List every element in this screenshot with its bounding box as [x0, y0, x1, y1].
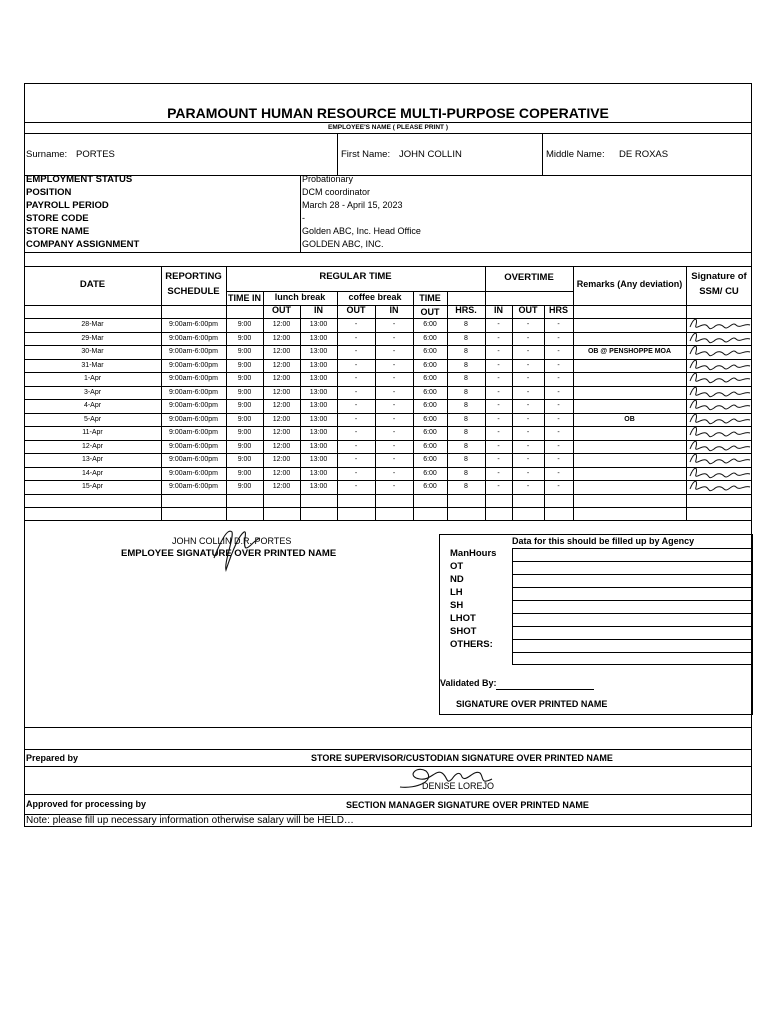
cell-date: 5-Apr	[83, 415, 102, 423]
agency-item: ND	[450, 574, 464, 585]
cell-hrs: 8	[464, 375, 468, 382]
cell-ot-in: -	[497, 321, 500, 328]
supervisor-name: DENISE LOREJO	[422, 781, 495, 791]
divider	[24, 766, 752, 767]
cell-ot-in: -	[497, 334, 500, 342]
info-label: EMPLOYMENT STATUS	[26, 174, 133, 185]
cell-ot-out: -	[526, 469, 530, 477]
cell-ot-hrs: -	[557, 402, 560, 409]
cell-hrs: 8	[464, 402, 468, 409]
info-value: Golden ABC, Inc. Head Office	[302, 226, 421, 236]
cell-date: 4-Apr	[83, 402, 102, 409]
cell-ot-in: -	[497, 429, 500, 436]
cell-lunch-in: 13:00	[309, 456, 328, 463]
col-header-signature: Signature of	[691, 271, 747, 282]
divider	[24, 520, 752, 521]
cell-hrs: 8	[464, 334, 468, 342]
cell-lunch-out: 12:00	[272, 442, 291, 450]
cell-date: 12-Apr	[81, 442, 103, 450]
divider	[512, 574, 753, 575]
cell-time-in: 9:00	[237, 469, 252, 477]
cell-lunch-in: 13:00	[309, 348, 328, 355]
divider	[24, 507, 752, 508]
cell-ot-hrs: -	[557, 321, 560, 328]
cell-schedule: 9:00am-6:00pm	[168, 375, 219, 382]
col-header-ot-in: IN	[494, 305, 503, 315]
cell-schedule: 9:00am-6:00pm	[168, 321, 219, 328]
divider	[24, 386, 752, 387]
cell-coffee-out: -	[354, 456, 358, 463]
agency-item: LHOT	[450, 613, 476, 624]
cell-lunch-in: 13:00	[309, 469, 328, 477]
cell-ot-out: -	[526, 415, 530, 423]
cell-lunch-in: 13:00	[309, 429, 328, 436]
cell-lunch-out: 12:00	[272, 321, 291, 328]
cell-coffee-in: -	[392, 469, 396, 477]
cell-ot-hrs: -	[557, 456, 560, 463]
cell-ot-out: -	[526, 348, 530, 355]
col-header-lunch-in: IN	[314, 305, 323, 315]
cell-time-in: 9:00	[237, 334, 252, 342]
cell-lunch-out: 12:00	[272, 375, 291, 382]
divider	[24, 467, 752, 468]
cell-coffee-out: -	[354, 375, 358, 382]
cell-hrs: 8	[464, 456, 468, 463]
col-header-schedule: SCHEDULE	[167, 286, 220, 297]
middle-name-value: DE ROXAS	[619, 149, 669, 160]
cell-hrs: 8	[464, 483, 468, 490]
cell-time-in: 9:00	[237, 321, 252, 328]
divider	[24, 372, 752, 373]
agency-signature-caption: SIGNATURE OVER PRINTED NAME	[456, 699, 608, 709]
cell-coffee-out: -	[354, 442, 358, 450]
cell-ot-hrs: -	[557, 442, 560, 450]
cell-schedule: 9:00am-6:00pm	[168, 469, 219, 477]
cell-coffee-out: -	[354, 321, 358, 328]
divider	[512, 613, 753, 614]
divider	[24, 426, 752, 427]
cell-schedule: 9:00am-6:00pm	[168, 402, 219, 409]
cell-schedule: 9:00am-6:00pm	[168, 334, 219, 342]
divider	[24, 399, 752, 400]
cell-time-out: 6:00	[423, 415, 437, 423]
cell-time-in: 9:00	[237, 442, 252, 450]
cell-ot-hrs: -	[557, 469, 560, 477]
divider	[24, 453, 752, 454]
cell-ot-in: -	[497, 483, 500, 490]
cell-schedule: 9:00am-6:00pm	[168, 483, 219, 490]
cell-time-out: 6:00	[423, 361, 437, 369]
cell-ot-out: -	[526, 321, 530, 328]
cell-lunch-in: 13:00	[309, 442, 328, 450]
divider	[24, 749, 752, 750]
cell-coffee-out: -	[354, 483, 358, 490]
cell-ot-in: -	[497, 442, 500, 450]
col-header-coffee-break: coffee break	[348, 292, 402, 302]
cell-date: 11-Apr	[82, 429, 103, 436]
cell-ot-in: -	[497, 415, 500, 423]
divider	[512, 626, 753, 627]
cell-lunch-out: 12:00	[272, 483, 291, 490]
col-header-reporting: REPORTING	[165, 271, 222, 282]
divider	[512, 600, 753, 601]
divider	[300, 175, 301, 252]
cell-ot-hrs: -	[557, 361, 560, 369]
cell-lunch-in: 13:00	[309, 388, 328, 396]
cell-remarks: OB	[624, 415, 635, 423]
divider	[24, 266, 752, 267]
cell-coffee-in: -	[392, 321, 396, 328]
surname-label: Surname:	[26, 149, 68, 160]
cell-lunch-in: 13:00	[309, 483, 328, 490]
cell-hrs: 8	[464, 415, 468, 423]
cell-time-out: 6:00	[423, 375, 437, 382]
middle-name-label: Middle Name:	[546, 149, 605, 160]
cell-time-in: 9:00	[237, 361, 252, 369]
cell-coffee-out: -	[354, 402, 358, 409]
cell-time-in: 9:00	[237, 456, 252, 463]
cell-ot-in: -	[497, 348, 500, 355]
divider	[24, 122, 752, 123]
divider	[24, 794, 752, 795]
divider	[24, 345, 752, 346]
cell-coffee-out: -	[354, 388, 358, 396]
divider	[512, 587, 753, 588]
divider	[24, 252, 752, 253]
cell-ot-hrs: -	[557, 429, 560, 436]
cell-hrs: 8	[464, 442, 468, 450]
cell-lunch-in: 13:00	[309, 402, 328, 409]
cell-lunch-out: 12:00	[272, 456, 291, 463]
cell-coffee-in: -	[392, 483, 396, 490]
cell-ot-hrs: -	[557, 415, 560, 423]
cell-date: 28-Mar	[81, 321, 104, 328]
cell-lunch-out: 12:00	[272, 402, 291, 409]
cell-hrs: 8	[464, 321, 468, 328]
divider	[573, 266, 574, 520]
cell-coffee-in: -	[392, 388, 396, 396]
cell-ot-hrs: -	[557, 334, 560, 342]
supervisor-caption: STORE SUPERVISOR/CUSTODIAN SIGNATURE OVER PRINTED NAME	[311, 753, 613, 763]
cell-coffee-out: -	[354, 415, 358, 423]
info-label: POSITION	[26, 187, 72, 198]
first-name-value: JOHN COLLIN	[399, 149, 462, 160]
cell-lunch-out: 12:00	[272, 361, 291, 369]
cell-schedule: 9:00am-6:00pm	[168, 456, 219, 463]
first-name-label: First Name:	[341, 149, 391, 160]
cell-coffee-out: -	[354, 361, 358, 369]
cell-lunch-in: 13:00	[309, 334, 328, 342]
cell-time-in: 9:00	[237, 348, 252, 355]
cell-lunch-out: 12:00	[272, 415, 291, 423]
cell-schedule: 9:00am-6:00pm	[168, 388, 219, 396]
info-value: Probationary	[302, 174, 354, 184]
cell-ot-out: -	[526, 483, 530, 490]
cell-ot-hrs: -	[557, 375, 560, 382]
cell-time-out: 6:00	[423, 429, 437, 436]
agency-item: OTHERS:	[450, 639, 493, 650]
col-header-date: DATE	[79, 279, 106, 290]
cell-lunch-in: 13:00	[309, 321, 328, 328]
divider	[512, 561, 753, 562]
col-header-time-out: OUT	[420, 307, 440, 317]
validated-by-line	[496, 689, 594, 690]
divider	[24, 133, 752, 134]
cell-hrs: 8	[464, 388, 468, 396]
cell-lunch-out: 12:00	[272, 334, 291, 342]
cell-ot-in: -	[497, 469, 500, 477]
divider	[512, 639, 753, 640]
cell-ot-out: -	[526, 456, 530, 463]
cell-time-in: 9:00	[237, 483, 252, 490]
divider	[24, 727, 752, 728]
cell-schedule: 9:00am-6:00pm	[168, 361, 219, 369]
col-header-coffee-in: IN	[389, 305, 399, 315]
cell-date: 14-Apr	[81, 469, 103, 477]
form-title: PARAMOUNT HUMAN RESOURCE MULTI-PURPOSE COPERATIVE	[167, 105, 609, 121]
agency-item: SHOT	[450, 626, 477, 637]
col-header-time-in: TIME IN	[228, 293, 261, 303]
cell-lunch-in: 13:00	[309, 415, 328, 423]
divider	[542, 133, 543, 175]
divider	[512, 652, 753, 653]
cell-coffee-out: -	[354, 348, 358, 355]
agency-item: ManHours	[450, 548, 497, 559]
timesheet-form	[24, 83, 752, 827]
cell-coffee-in: -	[392, 429, 396, 436]
agency-fields-grid	[512, 548, 753, 665]
cell-ot-out: -	[526, 334, 530, 342]
cell-ot-out: -	[526, 375, 530, 382]
col-header-lunch-out: OUT	[272, 305, 291, 315]
cell-date: 1-Apr	[83, 375, 102, 382]
cell-time-out: 6:00	[423, 402, 437, 409]
cell-ot-out: -	[526, 429, 530, 436]
cell-lunch-out: 12:00	[272, 429, 291, 436]
col-header-time: TIME	[419, 293, 441, 303]
cell-lunch-out: 12:00	[272, 348, 291, 355]
col-header-ot-hrs: HRS	[548, 305, 568, 315]
divider	[24, 413, 752, 414]
divider	[24, 332, 752, 333]
cell-coffee-in: -	[392, 361, 396, 369]
info-value: -	[302, 213, 305, 223]
col-header-regular-time: REGULAR TIME	[319, 271, 392, 282]
info-value: GOLDEN ABC, INC.	[302, 239, 384, 249]
cell-ot-hrs: -	[557, 483, 560, 490]
cell-ot-in: -	[497, 388, 500, 396]
cell-time-out: 6:00	[423, 334, 437, 342]
cell-time-out: 6:00	[423, 388, 437, 396]
cell-time-in: 9:00	[237, 375, 252, 382]
manager-caption: SECTION MANAGER SIGNATURE OVER PRINTED NAME	[346, 800, 589, 810]
cell-ot-out: -	[526, 361, 530, 369]
cell-time-out: 6:00	[423, 442, 437, 450]
cell-time-in: 9:00	[237, 415, 252, 423]
cell-lunch-in: 13:00	[309, 375, 328, 382]
cell-ot-hrs: -	[557, 388, 560, 396]
cell-ot-out: -	[526, 388, 530, 396]
cell-lunch-out: 12:00	[272, 388, 291, 396]
cell-ot-in: -	[497, 402, 500, 409]
employee-signature	[204, 518, 264, 578]
cell-coffee-in: -	[392, 375, 396, 382]
cell-time-in: 9:00	[237, 388, 252, 396]
agency-title: Data for this should be filled up by Agency	[512, 536, 695, 546]
cell-ot-hrs: -	[557, 348, 560, 355]
divider	[24, 440, 752, 441]
info-label: COMPANY ASSIGNMENT	[26, 239, 140, 250]
cell-ot-out: -	[526, 402, 530, 409]
info-label: STORE CODE	[26, 213, 89, 224]
col-header-ot-out: OUT	[518, 305, 538, 315]
initials-signature	[684, 475, 754, 497]
divider	[337, 133, 338, 175]
surname-value: PORTES	[76, 149, 115, 160]
cell-time-in: 9:00	[237, 402, 252, 409]
col-header-overtime: OVERTIME	[504, 272, 554, 283]
validated-by-label: Validated By:	[440, 678, 497, 688]
cell-time-out: 6:00	[423, 321, 437, 328]
employee-printed-name: JOHN COLLIN D.R. PORTES	[172, 536, 292, 546]
cell-date: 3-Apr	[83, 388, 102, 396]
divider	[24, 175, 752, 176]
cell-date: 30-Mar	[81, 348, 104, 355]
divider	[24, 318, 752, 319]
cell-schedule: 9:00am-6:00pm	[168, 348, 219, 355]
cell-coffee-out: -	[354, 469, 358, 477]
form-frame	[24, 83, 752, 827]
cell-time-out: 6:00	[423, 469, 437, 477]
prepared-by-label: Prepared by	[26, 753, 79, 763]
cell-hrs: 8	[464, 429, 468, 436]
divider	[24, 480, 752, 481]
cell-ot-out: -	[526, 442, 530, 450]
cell-time-out: 6:00	[423, 348, 437, 355]
cell-hrs: 8	[464, 348, 468, 355]
cell-coffee-out: -	[354, 429, 358, 436]
cell-coffee-in: -	[392, 402, 396, 409]
col-header-lunch-break: lunch break	[274, 292, 326, 302]
agency-item: OT	[450, 561, 464, 572]
approved-by-label: Approved for processing by	[26, 799, 147, 809]
divider	[24, 359, 752, 360]
cell-schedule: 9:00am-6:00pm	[168, 429, 219, 436]
cell-date: 15-Apr	[81, 483, 103, 490]
info-label: STORE NAME	[26, 226, 90, 237]
agency-item: LH	[450, 587, 463, 598]
cell-coffee-in: -	[392, 334, 396, 342]
cell-time-out: 6:00	[423, 456, 437, 463]
footer-note: Note: please fill up necessary information otherwise salary will be HELD…	[26, 815, 354, 826]
cell-coffee-in: -	[392, 348, 396, 355]
cell-hrs: 8	[464, 361, 468, 369]
info-value: March 28 - April 15, 2023	[302, 200, 403, 210]
cell-schedule: 9:00am-6:00pm	[168, 415, 219, 423]
cell-coffee-in: -	[392, 456, 396, 463]
cell-coffee-in: -	[392, 442, 396, 450]
cell-ot-in: -	[497, 375, 500, 382]
cell-lunch-out: 12:00	[272, 469, 291, 477]
cell-time-in: 9:00	[237, 429, 252, 436]
cell-hrs: 8	[464, 469, 468, 477]
employee-name-hint: EMPLOYEE'S NAME ( PLEASE PRINT )	[327, 124, 448, 131]
info-label: PAYROLL PERIOD	[26, 200, 109, 211]
cell-schedule: 9:00am-6:00pm	[168, 442, 219, 450]
info-value: DCM coordinator	[302, 187, 371, 197]
cell-coffee-in: -	[392, 415, 396, 423]
col-header-hrs: HRS.	[455, 305, 477, 315]
cell-coffee-out: -	[354, 334, 358, 342]
cell-lunch-in: 13:00	[309, 361, 328, 369]
cell-date: 29-Mar	[81, 334, 104, 342]
col-header-ssm: SSM/ CU	[699, 286, 739, 297]
employee-signature-caption: EMPLOYEE SIGNATURE OVER PRINTED NAME	[121, 548, 337, 559]
cell-date: 13-Apr	[81, 456, 103, 463]
cell-remarks: OB @ PENSHOPPE MOA	[587, 348, 672, 355]
cell-ot-in: -	[497, 456, 500, 463]
cell-ot-in: -	[497, 361, 500, 369]
cell-date: 31-Mar	[81, 361, 104, 369]
col-header-remarks: Remarks (Any deviation)	[576, 279, 683, 289]
col-header-coffee-out: OUT	[346, 305, 366, 315]
cell-time-out: 6:00	[423, 483, 437, 490]
agency-item: SH	[450, 600, 464, 611]
divider	[24, 494, 752, 495]
